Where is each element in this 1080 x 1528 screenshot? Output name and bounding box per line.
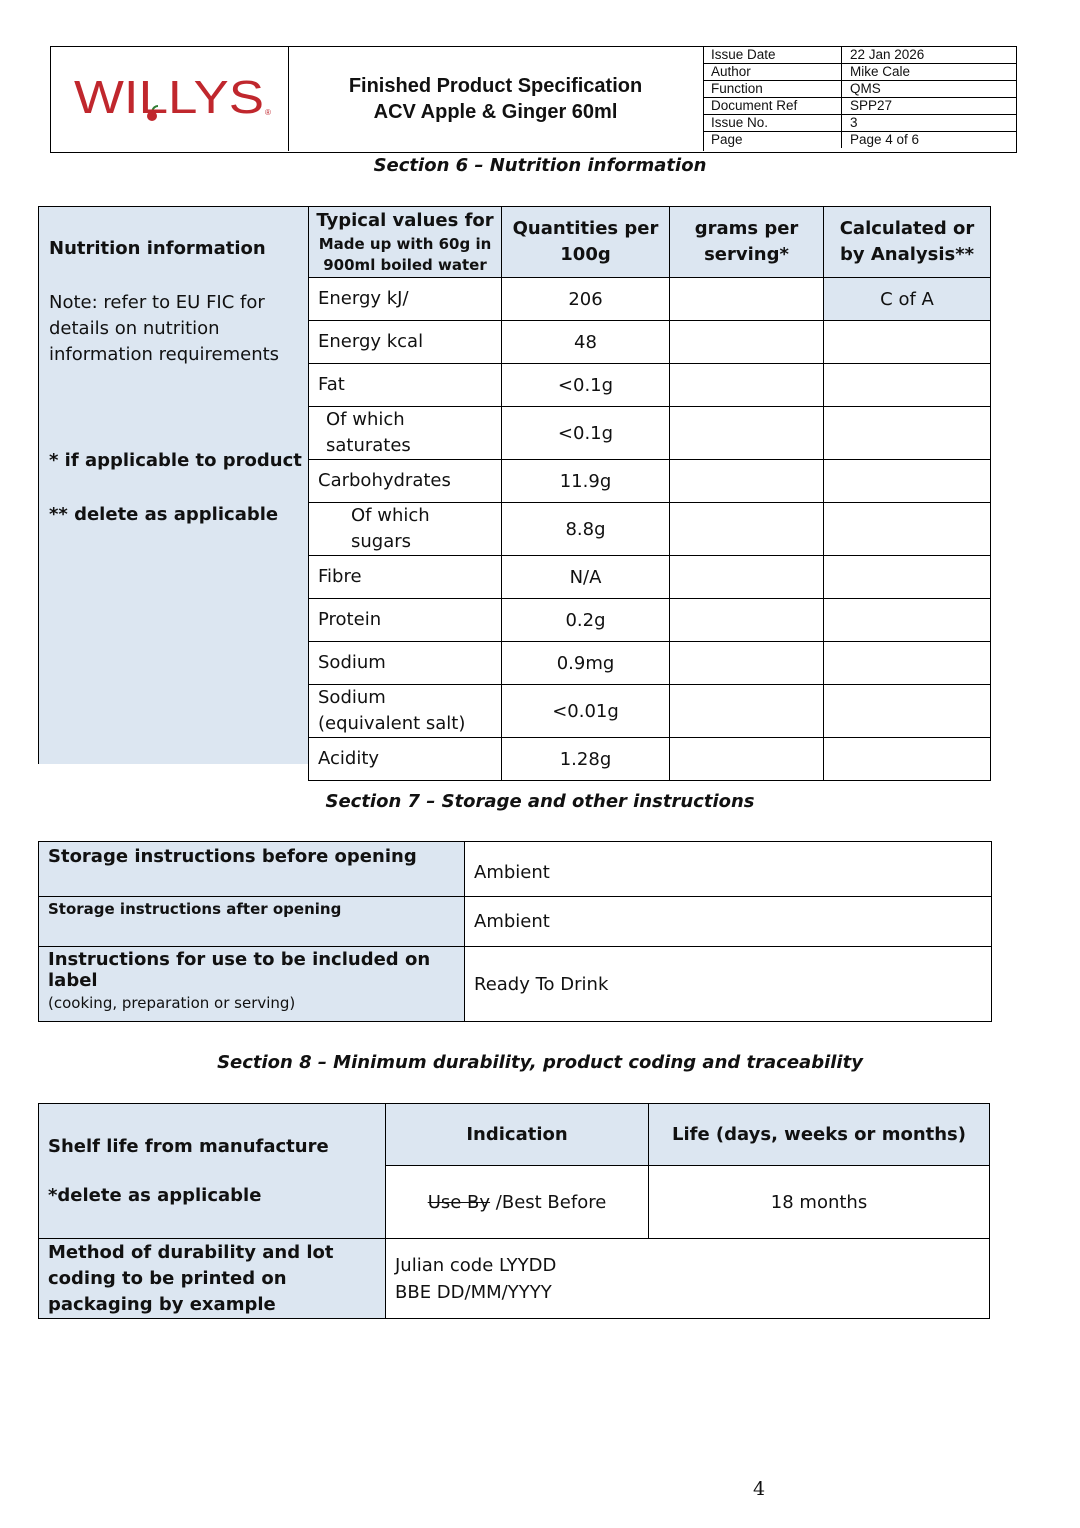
nutrition-row — [309, 407, 991, 460]
use-instructions-sub: (cooking, preparation or serving) — [48, 994, 296, 1012]
per-serving-value — [670, 321, 824, 364]
nutrition-note: Note: refer to EU FIC for details on nutrition information requirements — [49, 292, 280, 365]
per-serving-value — [670, 642, 824, 685]
nutrient-name: Sodium (equivalent salt) — [309, 685, 502, 738]
durability-table — [38, 1103, 990, 1319]
per-100g-value: 48 — [502, 321, 670, 364]
per-serving-value — [670, 503, 824, 556]
indication-value: Use By /Best Before — [386, 1166, 649, 1239]
delete-note: *delete as applicable — [48, 1185, 262, 1206]
per-100g-value: N/A — [502, 556, 670, 599]
calculated-value — [824, 503, 991, 556]
calculated-value — [824, 685, 991, 738]
section-7-title: Section 7 – Storage and other instructions — [325, 791, 755, 812]
willys-logo — [51, 47, 288, 151]
durability-header-row — [39, 1104, 990, 1166]
per-100g-value: 206 — [502, 278, 670, 321]
nutrition-left-panel — [38, 206, 309, 764]
col-calculated: Calculated or by Analysis** — [824, 207, 991, 278]
nutrition-header-row — [309, 207, 991, 278]
nutrient-name: Carbohydrates — [309, 460, 502, 503]
per-serving-value — [670, 685, 824, 738]
calculated-value — [824, 556, 991, 599]
method-value: Julian code LYYDD BBE DD/MM/YYYY — [386, 1239, 990, 1319]
title-line-2: ACV Apple & Ginger 60ml — [373, 101, 618, 123]
calculated-value — [824, 321, 991, 364]
use-by-struck: Use By — [427, 1191, 491, 1213]
nutrition-row — [309, 556, 991, 599]
nutrition-table — [308, 206, 991, 781]
logo-cell — [51, 47, 289, 151]
meta-row: Author Mike Cale — [703, 64, 1016, 81]
storage-table — [38, 841, 992, 1022]
meta-row: Page Page 4 of 6 — [703, 132, 1016, 149]
nutrient-name: Sodium — [309, 642, 502, 685]
method-label: Method of durability and lot coding to be printed on packaging by example — [39, 1239, 386, 1319]
section-8-title: Section 8 – Minimum durability, product coding and traceability — [217, 1052, 863, 1073]
shelf-life-label: Shelf life from manufacture — [48, 1136, 329, 1157]
nutrient-name: Of which saturates — [309, 407, 502, 460]
page-number: 4 — [752, 1478, 766, 1500]
document-title — [288, 47, 704, 151]
title-line-1: Finished Product Specification — [348, 75, 643, 97]
indication-header: Indication — [386, 1104, 649, 1166]
per-serving-value — [670, 364, 824, 407]
nutrition-row — [309, 278, 991, 321]
meta-table — [703, 47, 1016, 148]
calculated-value — [824, 407, 991, 460]
meta-row: Issue No. 3 — [703, 115, 1016, 132]
shelf-life-cell — [39, 1104, 386, 1239]
nutrition-row — [309, 460, 991, 503]
nutrient-name: Protein — [309, 599, 502, 642]
nutrition-row — [309, 599, 991, 642]
nutrition-row — [309, 685, 991, 738]
logo-text: WILLYS — [74, 71, 264, 123]
per-serving-value — [670, 556, 824, 599]
footnote-delete: ** delete as applicable — [49, 504, 279, 525]
meta-row: Document Ref SPP27 — [703, 98, 1016, 115]
nutrient-name: Of which sugars — [309, 503, 502, 556]
life-value: 18 months — [649, 1166, 990, 1239]
storage-row-use — [39, 947, 992, 1022]
nutrition-heading: Nutrition information — [49, 238, 266, 259]
footnote-applicable: * if applicable to product — [49, 450, 302, 471]
calculated-value — [824, 364, 991, 407]
nutrient-name: Energy kcal — [309, 321, 502, 364]
calculated-value — [824, 599, 991, 642]
nutrient-name: Fibre — [309, 556, 502, 599]
per-serving-value — [670, 278, 824, 321]
col-per-100g: Quantities per 100g — [502, 207, 670, 278]
per-100g-value: 0.2g — [502, 599, 670, 642]
life-header: Life (days, weeks or months) — [649, 1104, 990, 1166]
calculated-value: C of A — [824, 278, 991, 321]
nutrition-row — [309, 321, 991, 364]
calculated-value — [824, 460, 991, 503]
col-typical-values: Typical values for Made up with 60g in 900ml boiled water — [309, 207, 502, 278]
use-instructions-label: Instructions for use to be included on label (cooking, preparation or serving) — [39, 947, 465, 1022]
meta-row: Function QMS — [703, 81, 1016, 98]
calculated-value — [824, 642, 991, 685]
per-100g-value: <0.1g — [502, 364, 670, 407]
per-100g-value: <0.1g — [502, 407, 670, 460]
per-serving-value — [670, 407, 824, 460]
use-instructions-value: Ready To Drink — [465, 947, 992, 1022]
storage-before-label: Storage instructions before opening — [39, 842, 465, 897]
svg-text:®: ® — [265, 108, 271, 117]
per-serving-value — [670, 599, 824, 642]
per-serving-value — [670, 738, 824, 781]
storage-before-value: Ambient — [465, 842, 992, 897]
nutrition-row — [309, 738, 991, 781]
calculated-value — [824, 738, 991, 781]
method-row — [39, 1239, 990, 1319]
per-100g-value: 11.9g — [502, 460, 670, 503]
nutrition-row — [309, 642, 991, 685]
per-serving-value — [670, 460, 824, 503]
nutrient-name: Energy kJ/ — [309, 278, 502, 321]
meta-row: Issue Date 22 Jan 2026 — [703, 47, 1016, 64]
storage-after-label: Storage instructions after opening — [39, 897, 465, 947]
col-per-serving: grams per serving* — [670, 207, 824, 278]
nutrition-row — [309, 364, 991, 407]
storage-row-before — [39, 842, 992, 897]
nutrient-name: Acidity — [309, 738, 502, 781]
per-100g-value: 8.8g — [502, 503, 670, 556]
per-100g-value: 1.28g — [502, 738, 670, 781]
document-header — [50, 46, 1017, 153]
storage-row-after — [39, 897, 992, 947]
nutrient-name: Fat — [309, 364, 502, 407]
per-100g-value: <0.01g — [502, 685, 670, 738]
nutrition-row — [309, 503, 991, 556]
per-100g-value: 0.9mg — [502, 642, 670, 685]
storage-after-value: Ambient — [465, 897, 992, 947]
section-6-title: Section 6 – Nutrition information — [373, 155, 707, 176]
